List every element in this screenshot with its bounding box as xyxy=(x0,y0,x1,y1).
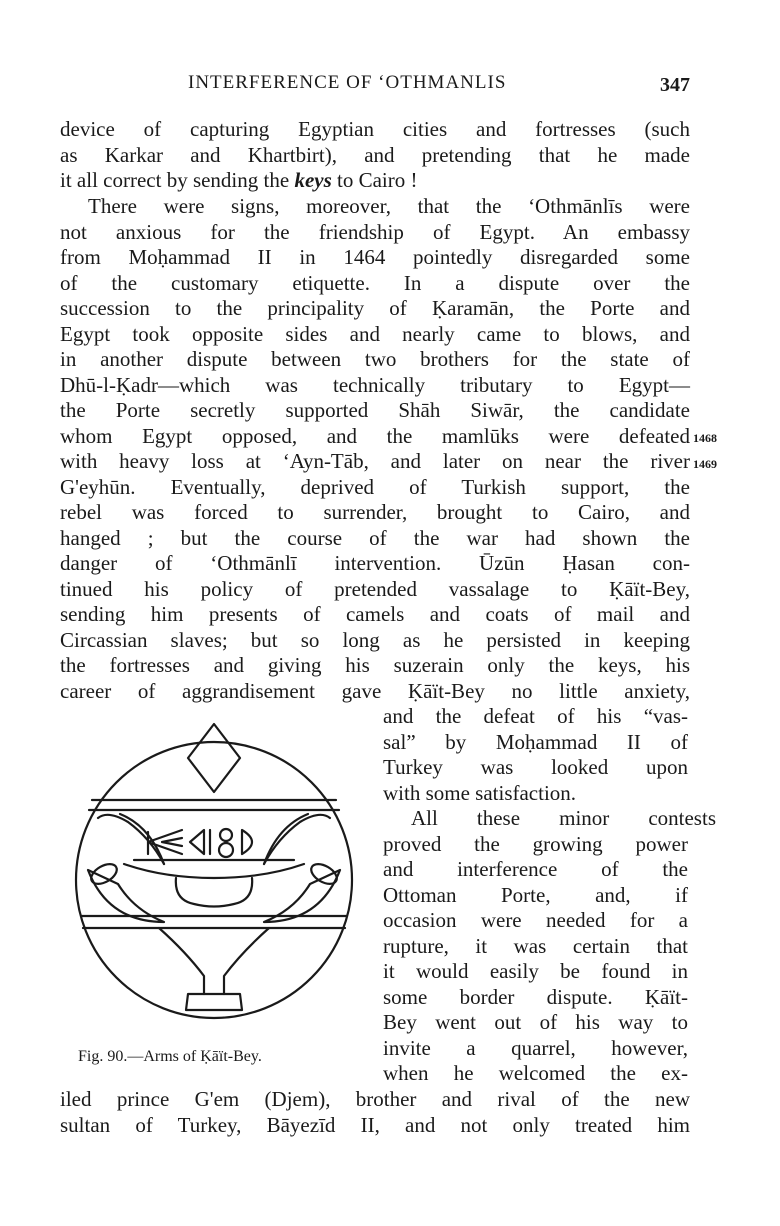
paragraph-2 xyxy=(60,194,690,704)
text-line: Bey went out of his way to xyxy=(383,1010,688,1034)
paragraph-1 xyxy=(60,117,690,194)
text-line: as Karkar and Khartbirt), and pretending that he made xyxy=(60,142,690,167)
figure-caption: Fig. 90.—Arms of Ḳāït-Bey. xyxy=(78,1048,262,1065)
text-line: the fortresses and giving his suzerain only the keys, his xyxy=(60,653,690,677)
text-line: succession to the principality of Ḳaramān, the Porte and xyxy=(60,296,690,320)
text-line: invite a quarrel, however, xyxy=(383,1035,688,1060)
text-line: career of aggrandisement gave Ḳāït-Bey no little anxiety, xyxy=(60,678,690,703)
text-line: occasion were needed for a xyxy=(383,908,688,932)
arms-figure xyxy=(64,714,364,1044)
text-line: sal” by Moḥammad II of xyxy=(383,729,688,754)
italic-keys: keys xyxy=(294,168,332,192)
running-header xyxy=(60,72,690,106)
text-line: and the defeat of his “vas- xyxy=(383,704,688,728)
text-line: of the customary etiquette. In a dispute over the xyxy=(60,270,690,295)
text-line: hanged ; but the course of the war had shown the xyxy=(60,525,690,550)
text-line: Ottoman Porte, and, if xyxy=(383,882,688,907)
text-line: All these minor contests xyxy=(411,806,716,830)
running-title: INTERFERENCE OF ‘OTHMANLIS xyxy=(188,72,507,93)
text-line: Dhū-l-Ḳadr—which was technically tributary to Egypt— xyxy=(60,372,690,397)
paragraph-3 xyxy=(383,806,716,1087)
text-line: device of capturing Egyptian cities and fortresses (such xyxy=(60,117,690,141)
text-line: rebel was forced to surrender, brought to Cairo, and xyxy=(60,500,690,524)
text-line: rupture, it was certain that xyxy=(383,933,688,958)
text-line: with heavy loss at ‘Ayn-Tāb, and later on near the river xyxy=(60,449,690,473)
text-line: G'eyhūn. Eventually, deprived of Turkish support, the xyxy=(60,474,690,499)
text-line: it would easily be found in xyxy=(383,959,688,983)
margin-date: 1469 xyxy=(693,457,717,471)
text-line: Egypt took opposite sides and nearly came to blows, and xyxy=(60,321,690,346)
text-line: tinued his policy of pretended vassalage to Ḳāït-Bey, xyxy=(60,576,690,601)
text-line: sultan of Turkey, Bāyezīd II, and not only treated him xyxy=(60,1112,690,1137)
text-line: Turkey was looked upon xyxy=(383,755,688,779)
paragraph-3-end xyxy=(60,1087,690,1138)
paragraph-2-continued xyxy=(383,704,688,806)
text-line: the Porte secretly supported Shāh Siwār, the candidate xyxy=(60,398,690,422)
text-line: from Moḥammad II in 1464 pointedly disregarded some xyxy=(60,245,690,269)
text-line: when he welcomed the ex- xyxy=(383,1061,688,1085)
text-line: whom Egypt opposed, and the mamlūks were defeated xyxy=(60,423,690,448)
text-line: iled prince G'em (Djem), brother and rival of the new xyxy=(60,1087,690,1111)
margin-date: 1468 xyxy=(693,431,717,445)
text-line: There were signs, moreover, that the ‘Othmānlīs were xyxy=(88,194,690,218)
text-line: it all correct by sending the keys to Cairo ! xyxy=(60,168,418,192)
text-line: proved the growing power xyxy=(383,831,688,856)
page-number: 347 xyxy=(660,74,690,96)
text-line: Circassian slaves; but so long as he persisted in keeping xyxy=(60,627,690,652)
text-line: some border dispute. Ḳāït- xyxy=(383,984,688,1009)
text-line: not anxious for the friendship of Egypt. An embassy xyxy=(60,219,690,244)
text-line: danger of ‘Othmānlī intervention. Ūzūn Ḥasan con- xyxy=(60,551,690,575)
arms-of-kait-bey-illustration xyxy=(64,714,364,1044)
text-line: and interference of the xyxy=(383,857,688,881)
text-line: in another dispute between two brothers for the state of xyxy=(60,347,690,371)
text-line: sending him presents of camels and coats of mail and xyxy=(60,602,690,626)
text-line: with some satisfaction. xyxy=(383,780,577,805)
